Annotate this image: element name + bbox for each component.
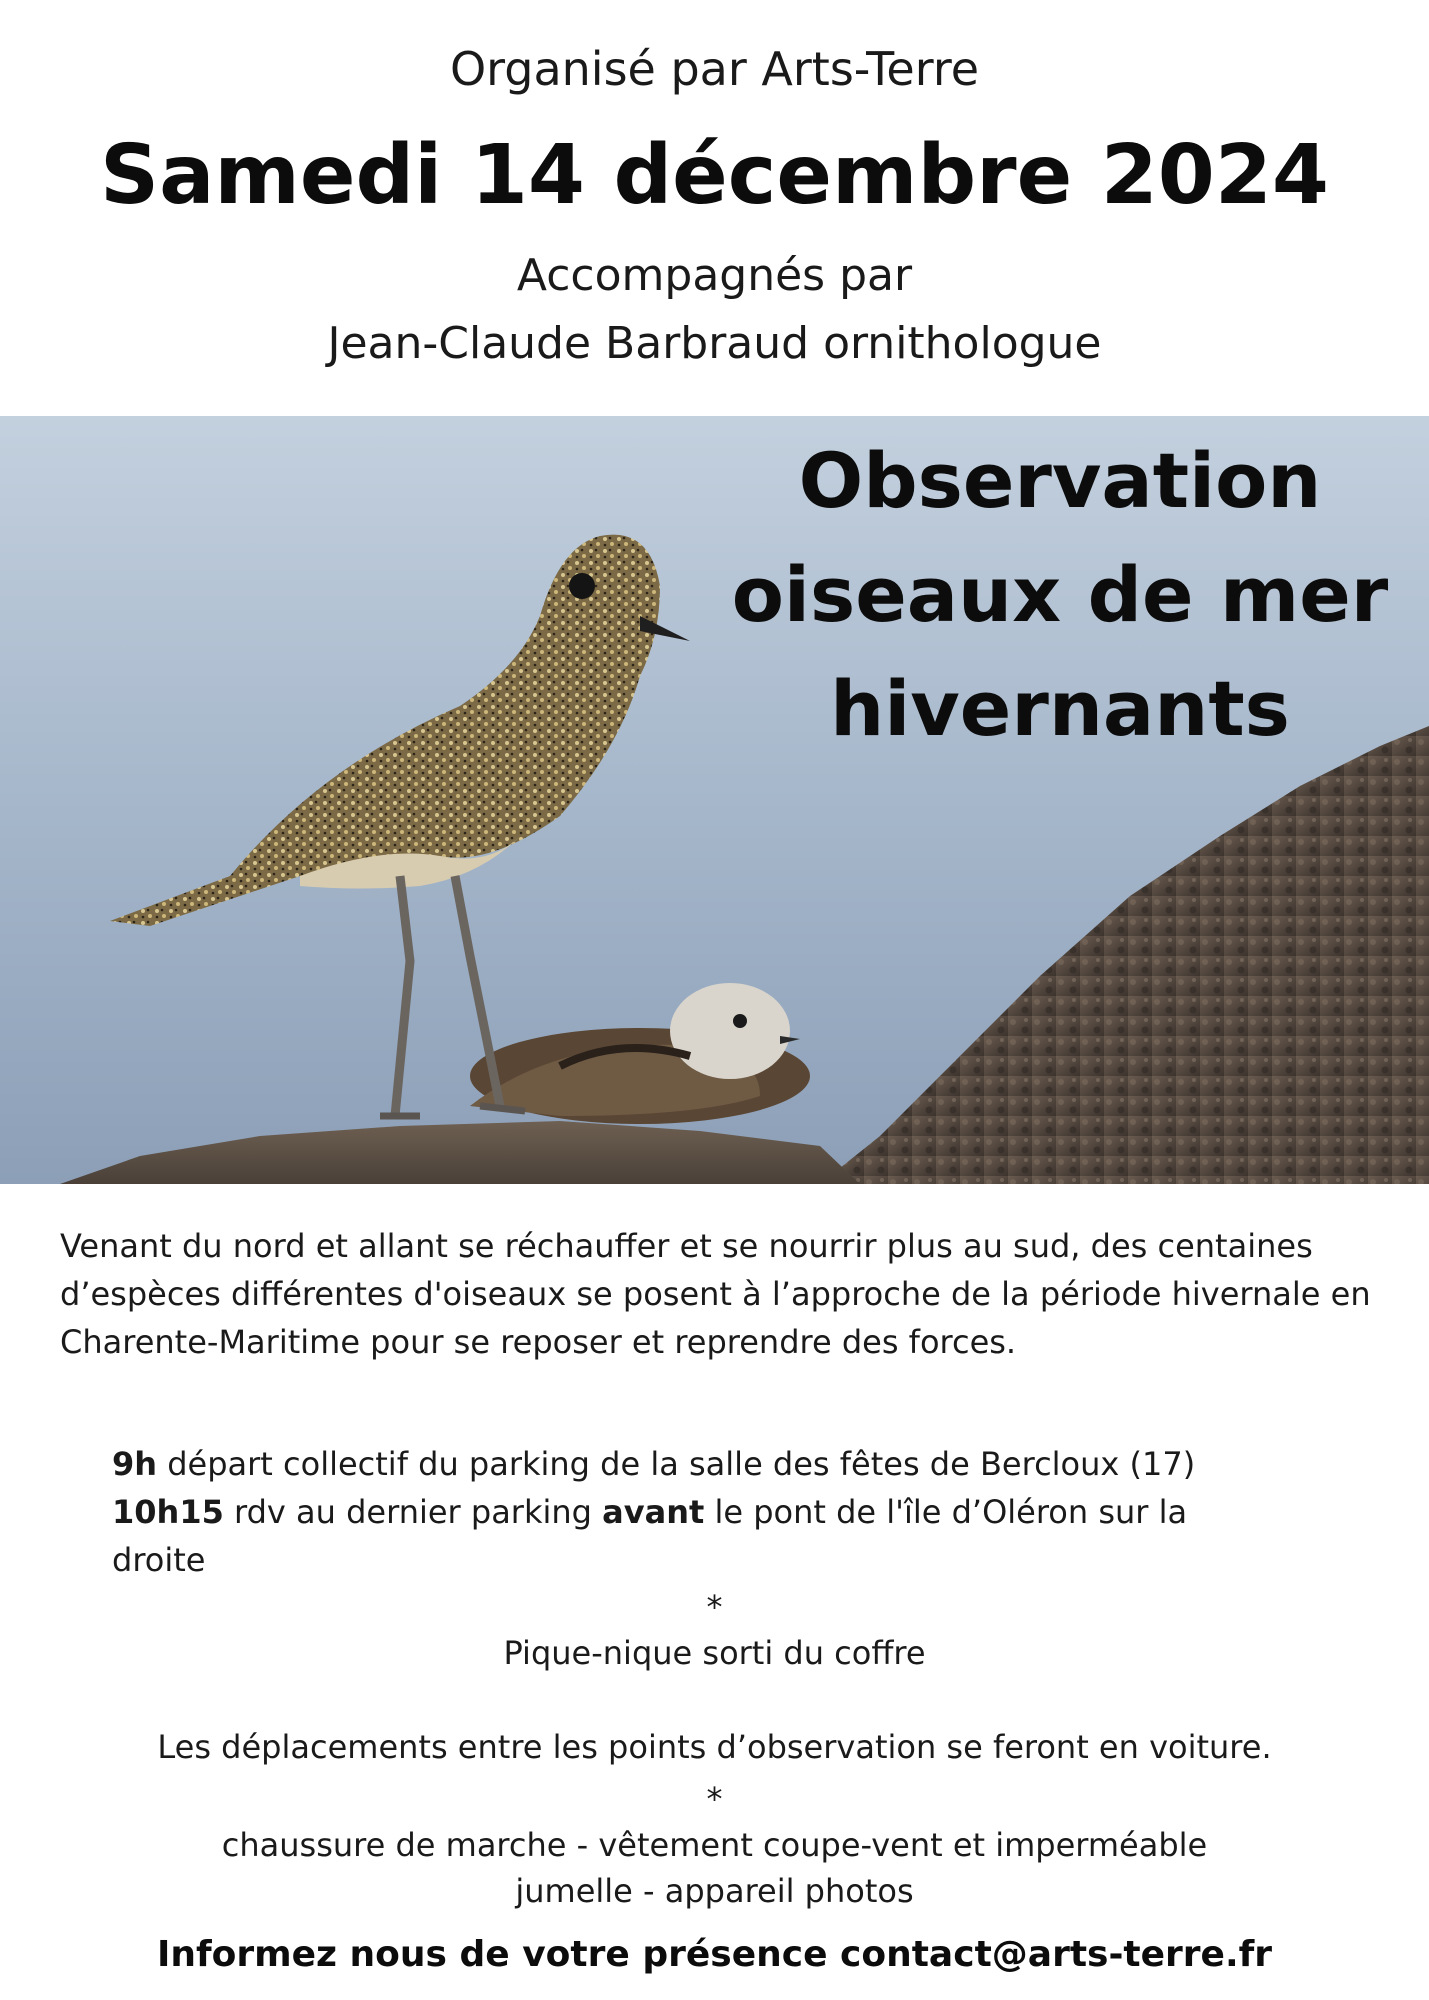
hero-title [700, 424, 1420, 766]
schedule [112, 1440, 1252, 1584]
event-date: Samedi 14 décembre 2024 [100, 128, 1329, 223]
title-line: hivernants [830, 664, 1290, 753]
transport-note: Les déplacements entre les points d’observation se feront en voiture. [157, 1728, 1272, 1766]
organizer-line: Organisé par Arts-Terre [449, 42, 980, 96]
gear-line-2: jumelle - appareil photos [515, 1872, 914, 1910]
schedule-text: rdv au dernier parking [223, 1493, 603, 1531]
contact-line: Informez nous de votre présence contact@arts-terre.fr [156, 1934, 1273, 1975]
gear-line-1: chaussure de marche - vêtement coupe-vent et imperméable [221, 1826, 1208, 1864]
title-line: Observation [798, 436, 1322, 525]
separator: * [706, 1588, 723, 1626]
intro-paragraph: Venant du nord et allant se réchauffer et se nourrir plus au sud, des centaines d’espèces différentes d'oiseaux se posent à l’approche de la période hivernale en Charente-Maritime pour se reposer et reprendre des forces. [60, 1227, 1371, 1361]
guide-line-2: Jean-Claude Barbraud ornithologue [327, 318, 1102, 369]
schedule-time: 10h15 [112, 1493, 224, 1531]
title-line: oiseaux de mer [731, 550, 1389, 639]
schedule-text: le pont de l'île d’Oléron sur la droite [112, 1493, 1188, 1579]
guide-line-1: Accompagnés par [516, 250, 913, 301]
schedule-time: 9h [112, 1445, 158, 1483]
schedule-text: départ collectif du parking de la salle des fêtes de Bercloux (17) [157, 1445, 1196, 1483]
schedule-item [112, 1488, 1252, 1584]
separator: * [706, 1780, 723, 1818]
schedule-item [112, 1440, 1252, 1488]
picnic-note: Pique-nique sorti du coffre [503, 1634, 926, 1672]
schedule-emphasis: avant [602, 1493, 705, 1531]
